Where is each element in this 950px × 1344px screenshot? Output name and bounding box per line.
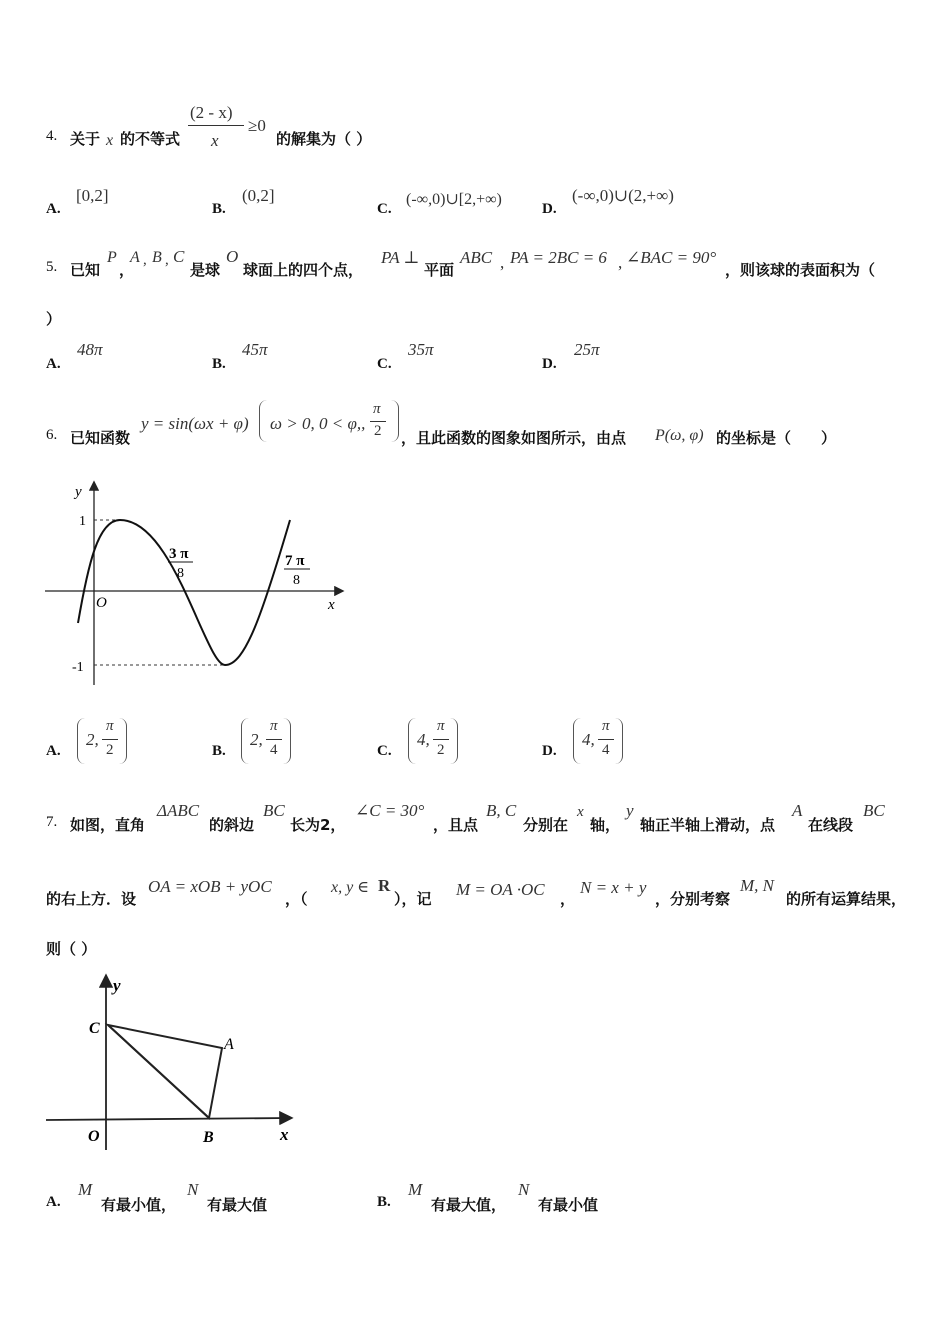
q6-tick-3pi8-den: 8 [177, 566, 184, 581]
q7-text-10: ，（ [285, 890, 308, 908]
q6-condition-bar [370, 421, 386, 422]
q4-number: 4. [46, 128, 58, 144]
q7-text-2: 的斜边 [209, 816, 255, 834]
q5-point-c: C [173, 247, 185, 266]
q5-text-1: 已知 [70, 261, 101, 279]
q5-sep-3: , [165, 252, 169, 268]
q7-x-var: x [577, 804, 584, 820]
q5-point-o: O [226, 247, 239, 266]
q6-condition-num: π [373, 401, 381, 417]
q6-tick-3pi8-num: 3 π [169, 546, 189, 562]
q4-text-1: 关于 [70, 130, 101, 148]
q6-y-label: y [75, 484, 82, 500]
q7-bc-1: BC [263, 801, 285, 820]
q5-sep-1: ， [119, 261, 135, 279]
q6-option-c-first: 4, [417, 730, 430, 749]
q6-sine-curve [78, 520, 290, 665]
q5-number: 5. [46, 259, 58, 275]
q7-number: 7. [46, 814, 58, 830]
q7-y-var: y [626, 801, 634, 820]
q6-tick-7pi8-num: 7 π [285, 553, 305, 569]
q4-option-c-label: C. [377, 201, 392, 217]
q5-angle: ∠BAC = 90° [626, 248, 717, 267]
q7-text-3: 长为2， [290, 816, 346, 834]
q5-point-a: A [130, 249, 140, 266]
q7-text-12: ， [560, 890, 576, 908]
q7-triangle: ΔABC [157, 801, 200, 820]
q7-text-4: ，且点 [433, 816, 479, 834]
q6-option-c-label: C. [377, 743, 392, 759]
q6-option-b-first: 2, [250, 730, 263, 749]
q7-x-axis [46, 1118, 290, 1120]
q4-option-d-math: (-∞,0)∪(2,+∞) [572, 186, 674, 205]
q6-option-a-den: 2 [106, 742, 114, 758]
q5-text-3: 球面上的四个点， [243, 261, 364, 279]
q5-text-5: ，则该球的表面积为（ [725, 261, 876, 279]
q7-option-b-m: M [408, 1180, 423, 1199]
q6-option-d-first: 4, [582, 730, 595, 749]
q6-option-d-bar [598, 739, 614, 740]
q7-bc-3: BC [863, 801, 885, 820]
q5-option-b-math: 45π [242, 340, 268, 359]
q6-x-label: x [328, 597, 335, 613]
q4-option-b-label: B. [212, 201, 226, 217]
q6-origin-label: O [96, 595, 107, 611]
q6-function: y = sin(ωx + φ) [141, 414, 249, 433]
q6-option-d-label: D. [542, 743, 557, 759]
q6-option-d-paren [573, 718, 623, 764]
q6-option-c-num: π [437, 718, 445, 734]
q6-option-d-num: π [602, 718, 610, 734]
q7-text-15: 则（ ） [46, 940, 97, 958]
q6-number: 6. [46, 427, 58, 443]
q7-text-8: 在线段 [808, 816, 854, 834]
q7-mn: M, N [740, 876, 774, 895]
q5-option-a-label: A. [46, 356, 61, 372]
q5-comma-1: , [500, 253, 505, 272]
q7-option-b-n-text: 有最小值 [538, 1196, 599, 1214]
q7-fig-x-label: x [280, 1125, 289, 1144]
q6-option-a-paren [77, 718, 127, 764]
q7-real-set: R [378, 876, 391, 895]
q5-point-p: P [107, 249, 117, 266]
q5-comma-2: , [618, 253, 623, 272]
q4-option-c-math: (-∞,0)∪[2,+∞) [406, 191, 502, 208]
q6-option-a-first: 2, [86, 730, 99, 749]
q6-option-b-bar [266, 739, 282, 740]
q5-text-6: ） [46, 310, 62, 328]
q7-option-a-label: A. [46, 1194, 61, 1210]
q6-option-a-bar [102, 739, 118, 740]
q7-fig-y-label: y [113, 976, 121, 995]
q6-text-1: 已知函数 [70, 429, 131, 447]
q6-option-a-num: π [106, 718, 114, 734]
q6-option-c-paren [408, 718, 458, 764]
q5-option-c-math: 35π [408, 340, 434, 359]
q6-option-a-label: A. [46, 743, 61, 759]
q7-text-14: 的所有运算结果， [786, 890, 907, 908]
q5-pa-perp: PA ⊥ [381, 248, 420, 267]
q7-hypotenuse-bc [108, 1025, 209, 1118]
q6-text-2: ，且此函数的图象如图所示，由点 [401, 429, 627, 447]
q6-option-d-den: 4 [602, 742, 610, 758]
q6-option-b-num: π [270, 718, 278, 734]
q6-option-b-paren [241, 718, 291, 764]
q5-option-c-label: C. [377, 356, 392, 372]
q4-option-a-math: [0,2] [76, 186, 109, 205]
q7-angle: ∠C = 30° [355, 801, 425, 820]
q6-option-b-label: B. [212, 743, 226, 759]
q7-option-b-n: N [518, 1180, 530, 1199]
q7-fig-o-label: O [88, 1128, 100, 1145]
q7-option-a-m-text: 有最小值， [101, 1196, 177, 1214]
q4-option-a-label: A. [46, 201, 61, 217]
q6-y-neg-one-label: -1 [72, 660, 84, 675]
q5-option-b-label: B. [212, 356, 226, 372]
q4-var-x: x [106, 132, 114, 149]
q4-geq: ≥0 [248, 116, 266, 135]
q7-text-5: 分别在 [523, 816, 569, 834]
q7-text-9: 的右上方．设 [46, 890, 137, 908]
q7-option-a-m: M [78, 1180, 93, 1199]
q7-fig-b-label: B [203, 1129, 214, 1146]
q7-eq-n: N = x + y [580, 878, 647, 897]
q5-plane-abc: ABC [460, 248, 493, 267]
q5-equation: PA = 2BC = 6 [510, 248, 607, 267]
q6-condition-left: ω > 0, 0 < φ,, [270, 414, 366, 433]
q7-option-b-label: B. [377, 1194, 391, 1210]
q5-option-d-label: D. [542, 356, 557, 372]
q4-frac-denominator: x [211, 131, 219, 150]
q7-triangle-abc [108, 1025, 222, 1118]
q7-text-7: 轴正半轴上滑动，点 [640, 816, 776, 834]
q7-bc-2: B, C [486, 801, 517, 820]
q6-tick-7pi8-den: 8 [293, 573, 300, 588]
q4-text-3: 的解集为（ ） [276, 130, 372, 148]
q7-fig-a-label: A [224, 1036, 234, 1053]
q4-option-b-math: (0,2] [242, 186, 275, 205]
q7-option-a-n: N [187, 1180, 199, 1199]
q6-option-c-den: 2 [437, 742, 445, 758]
q4-option-d-label: D. [542, 201, 557, 217]
q7-text-1: 如图，直角 [70, 816, 146, 834]
q4-frac-bar [188, 125, 244, 126]
q6-condition-den: 2 [374, 423, 382, 439]
q7-text-11: ），记 [394, 890, 432, 908]
q6-y-one-label: 1 [79, 514, 86, 529]
q5-option-d-math: 25π [574, 340, 600, 359]
q5-text-4: 平面 [424, 261, 455, 279]
q7-option-b-m-text: 有最大值， [431, 1196, 507, 1214]
q6-option-b-den: 4 [270, 742, 278, 758]
q6-sine-graph [40, 475, 350, 695]
q7-text-13: ，分别考察 [655, 890, 731, 908]
q4-frac-numerator: (2 - x) [190, 103, 233, 122]
q7-xy: x, y ∈ [331, 879, 370, 896]
q7-fig-c-label: C [89, 1020, 100, 1037]
q6-option-c-bar [433, 739, 449, 740]
q7-triangle-figure [40, 965, 300, 1155]
q7-point-a: A [792, 801, 803, 820]
q4-text-2: 的不等式 [120, 130, 181, 148]
q5-option-a-math: 48π [77, 340, 103, 359]
q7-eq-m: M = OA ·OC [456, 880, 545, 899]
q7-text-6: 轴， [590, 816, 621, 834]
q5-sep-2: , [143, 252, 147, 268]
q7-eq-oa: OA = xOB + yOC [148, 877, 272, 896]
q5-point-b: B [152, 249, 162, 266]
q5-text-2: 是球 [190, 261, 221, 279]
q7-option-a-n-text: 有最大值 [207, 1196, 268, 1214]
q6-point: P(ω, φ) [655, 427, 704, 444]
q6-text-3: 的坐标是（ ） [716, 429, 837, 447]
